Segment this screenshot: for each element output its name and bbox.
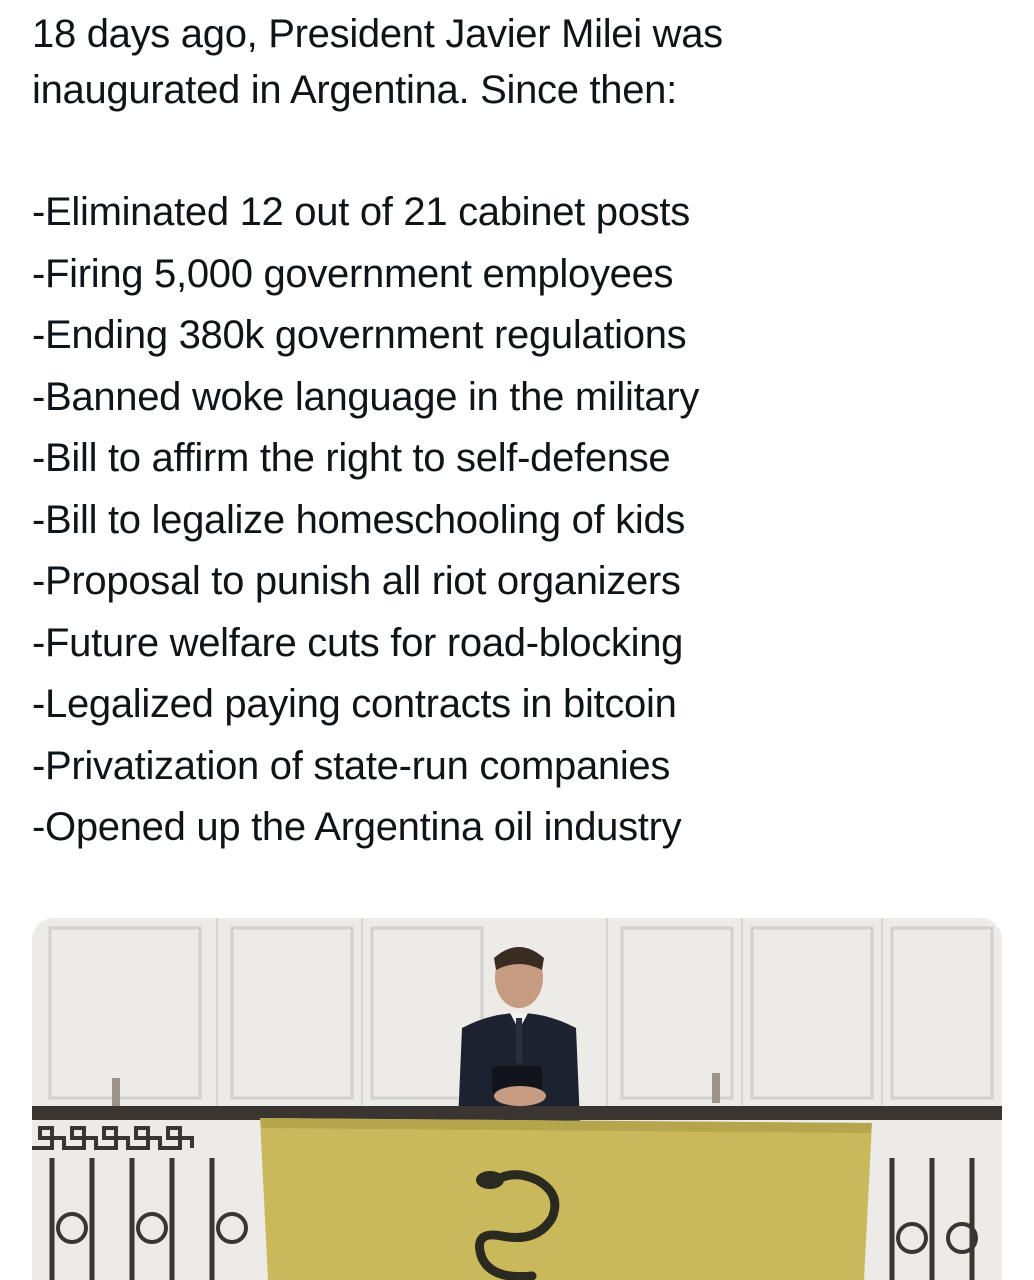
- list-item: -Bill to legalize homeschooling of kids: [32, 497, 686, 542]
- railing-top-bar: [32, 1106, 1002, 1120]
- list-item: -Legalized paying contracts in bitcoin: [32, 682, 677, 726]
- door-handle-right: [712, 1073, 720, 1103]
- list-item: -Banned woke language in the military: [32, 374, 700, 419]
- snake-head-icon: [476, 1171, 504, 1189]
- list-item: -Bill to affirm the right to self-defense: [32, 436, 671, 480]
- man-hands: [494, 1086, 546, 1106]
- paragraph-gap: [32, 118, 1012, 182]
- door-handle-left: [112, 1078, 120, 1108]
- list-item: -Opened up the Argentina oil industry: [32, 805, 682, 849]
- list-item: -Ending 380k government regulations: [32, 313, 687, 357]
- man-tie: [516, 1018, 522, 1063]
- tweet-media-photo[interactable]: [32, 918, 1002, 1280]
- list-item: -Future welfare cuts for road-blocking: [32, 620, 684, 665]
- list-item: -Firing 5,000 government employees: [32, 251, 674, 296]
- tweet-intro-line-2: inaugurated in Argentina. Since then:: [32, 68, 677, 112]
- tweet-intro-line-1: 18 days ago, President Javier Milei was: [32, 12, 723, 56]
- list-item: -Privatization of state-run companies: [32, 743, 671, 788]
- list-item: -Proposal to punish all riot organizers: [32, 559, 681, 603]
- yellow-flag: [260, 1118, 872, 1280]
- tweet-body: [32, 6, 1012, 859]
- accomplishments-list: [32, 182, 1012, 859]
- list-item: -Eliminated 12 out of 21 cabinet posts: [32, 190, 690, 234]
- photo-illustration: [32, 918, 1002, 1280]
